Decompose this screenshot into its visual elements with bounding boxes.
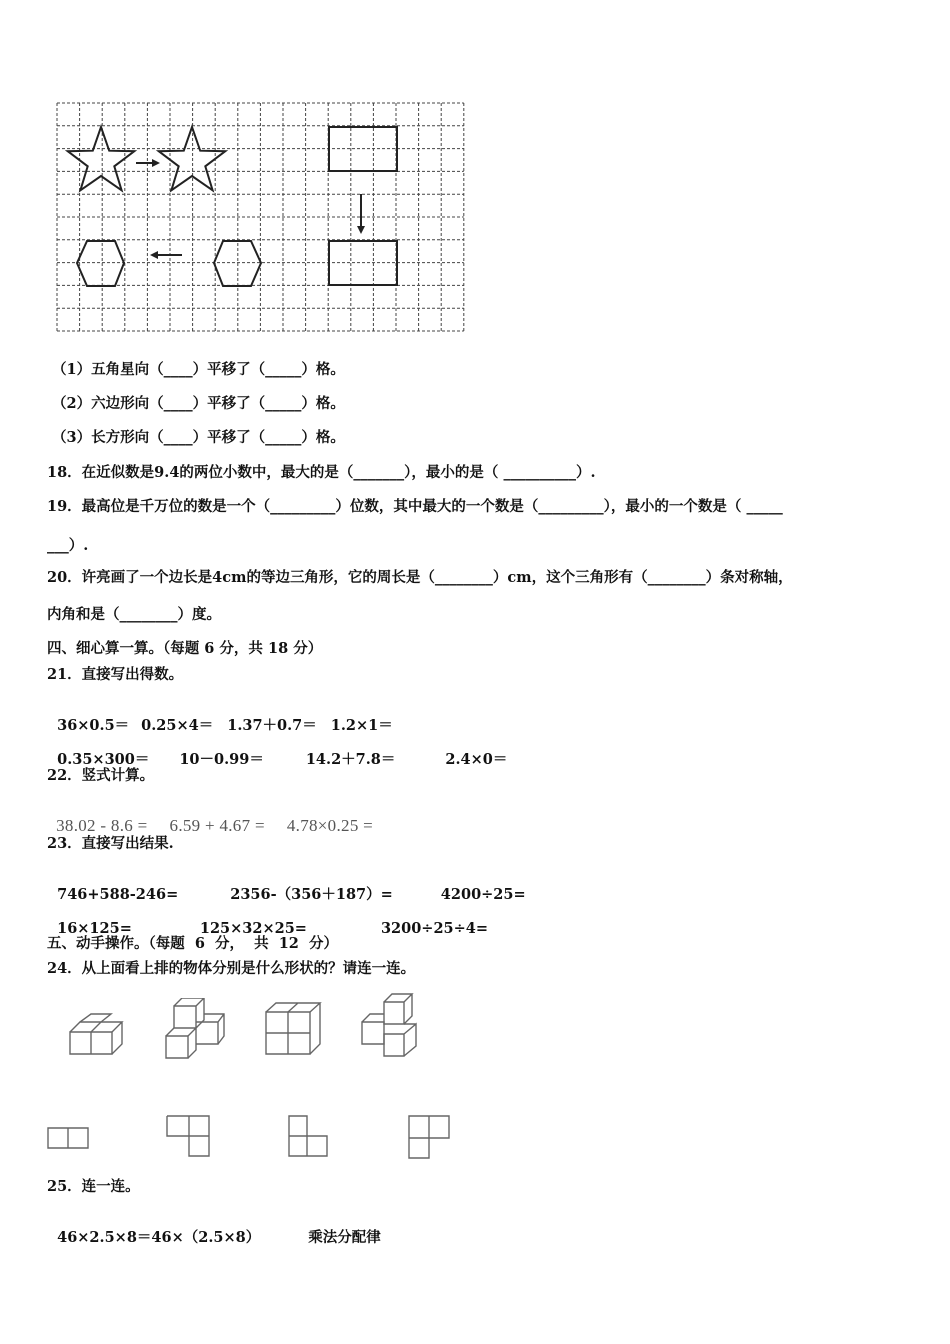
q17-sub2: （2）六边形向（____）平移了（_____）格。 xyxy=(52,395,345,412)
q23-expr: 16×125= xyxy=(57,920,132,937)
q21-expr: 0.25×4＝ xyxy=(141,717,214,734)
q23-expr: 746+588-246= xyxy=(57,886,179,903)
q23-row2 xyxy=(47,902,488,938)
q25-left-expr: 46×2.5×8＝46×（2.5×8） xyxy=(57,1229,261,1246)
cube-object-3 xyxy=(262,1000,324,1058)
q19-line2: ___）. xyxy=(47,537,89,554)
top-view-shape-1 xyxy=(46,1124,94,1152)
top-view-shape-3 xyxy=(285,1114,335,1160)
q21-expr: 0.35×300＝ xyxy=(57,751,150,768)
q22-row xyxy=(47,799,373,835)
q21-expr: 14.2＋7.8＝ xyxy=(305,751,396,768)
q21-title: 21．直接写出得数。 xyxy=(47,666,184,683)
arrow-down-icon xyxy=(357,194,365,234)
q17-sub1: （1）五角星向（____）平移了（_____）格。 xyxy=(52,361,345,378)
q25-right-law: 乘法分配律 xyxy=(308,1229,381,1246)
q22-expr: 38.02 - 8.6 = xyxy=(56,816,148,835)
q21-expr: 36×0.5＝ xyxy=(57,717,130,734)
cube-object-2 xyxy=(160,998,226,1062)
q17-sub3: （3）长方形向（____）平移了（_____）格。 xyxy=(52,429,345,446)
top-view-shape-2 xyxy=(165,1114,215,1160)
q20-line2: 内角和是（________）度。 xyxy=(47,606,221,623)
q23-expr: 4200÷25= xyxy=(440,886,526,903)
q21-expr: 2.4×0＝ xyxy=(445,751,508,768)
translation-grid-figure xyxy=(56,102,468,334)
grid-lines xyxy=(57,103,464,331)
q23-expr: 2356-（356＋187）= xyxy=(230,886,393,903)
arrow-right-icon xyxy=(136,159,160,167)
q21-expr: 1.37＋0.7＝ xyxy=(227,717,317,734)
arrow-left-icon xyxy=(150,251,182,259)
q21-expr: 1.2×1＝ xyxy=(330,717,393,734)
q21-row2 xyxy=(47,733,507,769)
q21-expr: 10－0.99＝ xyxy=(179,751,264,768)
section4-heading: 四、细心算一算。（每题 6 分，共 18 分） xyxy=(47,640,323,657)
q19-line1: 19．最高位是千万位的数是一个（_________）位数，其中最大的一个数是（_________），最小的一个数是（ _____ xyxy=(47,498,783,515)
q25-row xyxy=(47,1211,381,1247)
cube-object-1 xyxy=(66,1010,126,1060)
q23-expr: 125×32×25= xyxy=(199,920,307,937)
q18-text: 18．在近似数是9.4的两位小数中，最大的是（_______），最小的是（ __________）. xyxy=(47,464,596,481)
q22-expr: 4.78×0.25 = xyxy=(286,816,374,835)
q20-line1: 20．许亮画了一个边长是4cm的等边三角形，它的周长是（________）cm，这个三角形有（________）条对称轴， xyxy=(47,569,793,586)
q25-title: 25．连一连。 xyxy=(47,1178,140,1195)
q22-title: 22．竖式计算。 xyxy=(47,767,155,784)
q23-row1 xyxy=(47,868,526,904)
cube-object-4 xyxy=(356,992,426,1058)
q21-row1 xyxy=(47,699,393,735)
hexagon-moved xyxy=(77,241,124,286)
top-view-shape-4 xyxy=(405,1114,455,1162)
section5-heading: 五、动手操作。（每题 6 分， 共 12 分） xyxy=(47,935,338,952)
q22-expr: 6.59 + 4.67 = xyxy=(169,816,265,835)
q23-title: 23．直接写出结果. xyxy=(47,835,174,852)
q23-expr: 3200÷25÷4= xyxy=(380,920,489,937)
q24-title: 24．从上面看上排的物体分别是什么形状的？请连一连。 xyxy=(47,960,416,977)
